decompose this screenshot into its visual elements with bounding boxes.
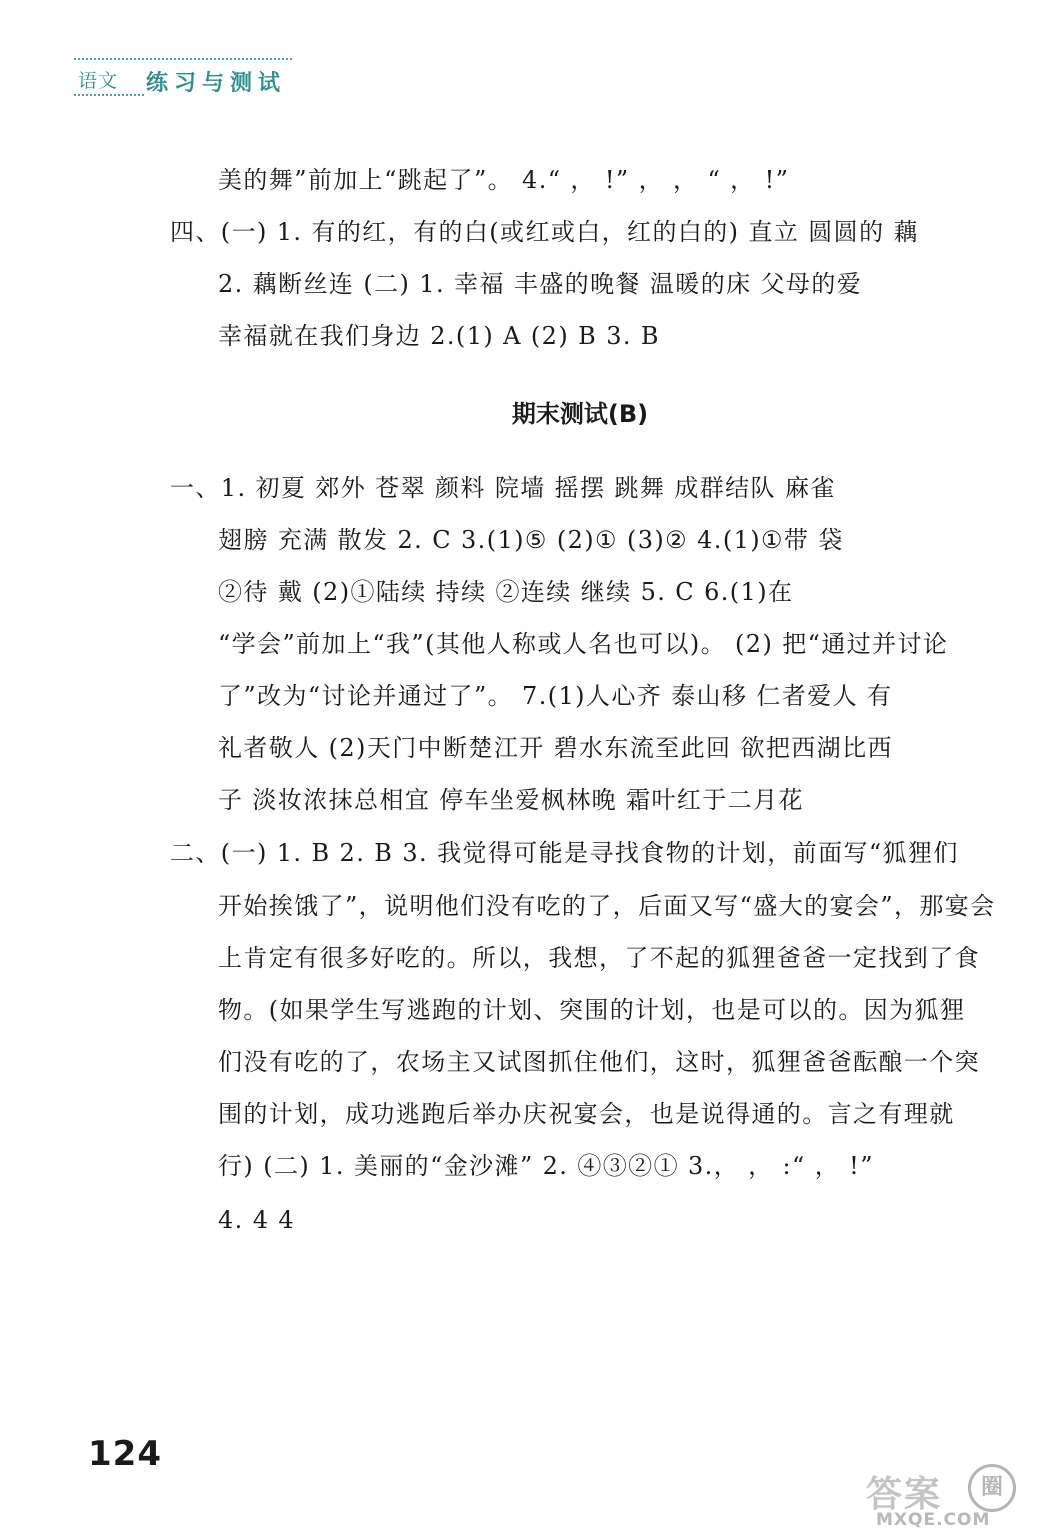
answer-line: 二、(一) 1. B 2. B 3. 我觉得可能是寻找食物的计划，前面写“狐狸们: [170, 839, 959, 867]
answer-line: 开始挨饿了”，说明他们没有吃的了，后面又写“盛大的宴会”，那宴会: [218, 892, 996, 920]
watermark-url: MXQE.COM: [876, 1510, 991, 1530]
answer-line: 上肯定有很多好吃的。所以，我想，了不起的狐狸爸爸一定找到了食: [218, 944, 980, 972]
answer-line: 4. 4 4: [218, 1206, 296, 1234]
answer-line: ②待 戴 (2)①陆续 持续 ②连续 继续 5. C 6.(1)在: [218, 578, 794, 606]
answer-line: 围的计划，成功逃跑后举办庆祝宴会，也是说得通的。言之有理就: [218, 1100, 955, 1128]
answer-line: 翅膀 充满 散发 2. C 3.(1)⑤ (2)① (3)② 4.(1)①带 袋: [218, 526, 844, 554]
answer-line: 一、1. 初夏 郊外 苍翠 颜料 院墙 摇摆 跳舞 成群结队 麻雀: [170, 474, 836, 502]
header-dotted-rule: [74, 58, 292, 60]
answer-line: “学会”前加上“我”(其他人称或人名也可以)。 (2) 把“通过并讨论: [218, 630, 949, 658]
answer-line: 物。(如果学生写逃跑的计划、突围的计划，也是可以的。因为狐狸: [218, 996, 966, 1024]
answer-line: 子 淡妆浓抹总相宜 停车坐爱枫林晚 霜叶红于二月花: [218, 786, 804, 814]
answer-line: 美的舞”前加上“跳起了”。 4.“ ， !” ， ， “ ， !”: [218, 166, 790, 194]
watermark-badge-icon: 圈: [968, 1464, 1016, 1512]
answer-line: 礼者敬人 (2)天门中断楚江开 碧水东流至此回 欲把西湖比西: [218, 734, 893, 762]
answer-line: 2. 藕断丝连 (二) 1. 幸福 丰盛的晚餐 温暖的床 父母的爱: [218, 270, 863, 298]
page-number: 124: [88, 1434, 162, 1474]
answer-line: 们没有吃的了，农场主又试图抓住他们，这时，狐狸爸爸酝酿一个突: [218, 1048, 980, 1076]
header-book-title: 练习与测试: [146, 71, 287, 96]
answer-line: 幸福就在我们身边 2.(1) A (2) B 3. B: [218, 322, 660, 350]
running-header: [74, 58, 296, 98]
header-subject: 语文: [78, 70, 119, 92]
answer-line: 四、(一) 1. 有的红，有的白(或红或白，红的白的) 直立 圆圆的 藕: [170, 218, 919, 246]
section-title: 期末测试(B): [511, 400, 649, 428]
answer-line: 了”改为“讨论并通过了”。 7.(1)人心齐 泰山移 仁者爱人 有: [218, 682, 893, 710]
answer-line: 行) (二) 1. 美丽的“金沙滩” 2. ④③②① 3.， ， :“ ， !”: [218, 1152, 874, 1180]
header-dotted-underline: [74, 94, 144, 96]
watermark-logo: [858, 1464, 1034, 1530]
watermark-text: 答案: [866, 1474, 943, 1515]
